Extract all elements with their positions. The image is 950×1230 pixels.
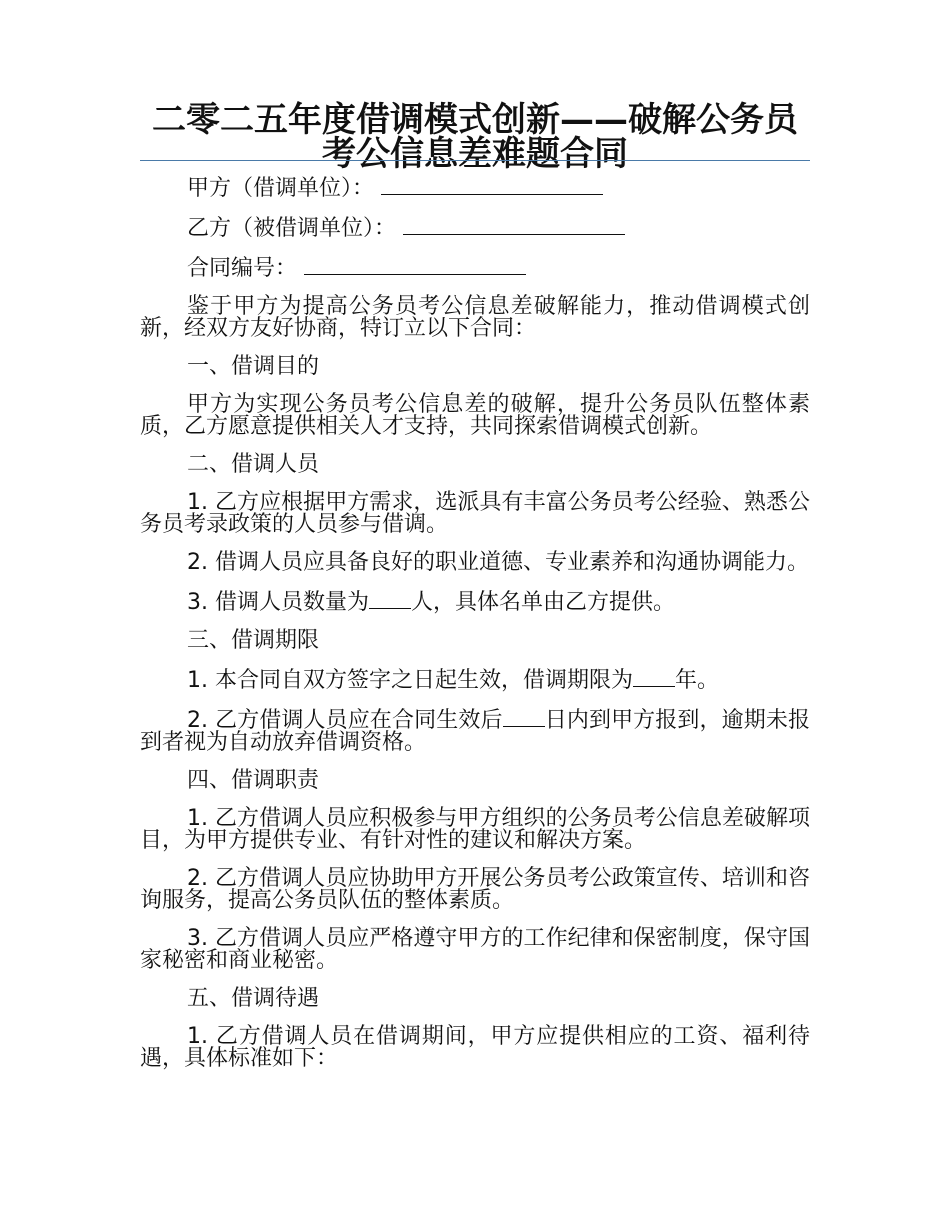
contract-title: 二零二五年度借调模式创新——破解公务员考公信息差难题合同 <box>152 100 798 174</box>
party-b-blank <box>403 216 625 235</box>
section-5-item-1: 1. 乙方借调人员在借调期间，甲方应提供相应的工资、福利待遇，具体标准如下： <box>140 1024 810 1071</box>
contract-body <box>140 176 810 1086</box>
section-4-item-3: 3. 乙方借调人员应严格遵守甲方的工作纪律和保密制度，保守国家秘密和商业秘密。 <box>140 926 810 973</box>
term-years-blank <box>633 668 675 687</box>
report-days-blank <box>503 708 545 727</box>
section-3-item-1-start: 1. 本合同自双方签字之日起生效，借调期限为 <box>187 668 633 693</box>
section-3-heading: 三、借调期限 <box>187 628 320 653</box>
party-a-label: 甲方（借调单位）： <box>187 176 375 201</box>
section-3-item-2 <box>140 708 810 754</box>
section-1-paragraph: 甲方为实现公务员考公信息差的破解，提升公务员队伍整体素质，乙方愿意提供相关人才支持，共同探索借调模式创新。 <box>140 392 810 439</box>
party-b-label: 乙方（被借调单位）： <box>187 216 397 241</box>
section-2-item-1: 1. 乙方应根据甲方需求，选派具有丰富公务员考公经验、熟悉公务员考录政策的人员参与借调。 <box>140 490 810 537</box>
section-3-item-2-start: 2. 乙方借调人员应在合同生效后 <box>187 708 503 733</box>
section-1-heading: 一、借调目的 <box>187 354 320 379</box>
party-a-line <box>140 176 810 200</box>
section-4-heading: 四、借调职责 <box>187 768 320 793</box>
party-b-line <box>140 216 810 240</box>
person-count-blank <box>369 590 411 609</box>
section-3-item-1-end: 年。 <box>675 668 720 693</box>
contract-number-label: 合同编号： <box>187 256 298 281</box>
section-2-item-3-start: 3. 借调人员数量为 <box>187 590 369 615</box>
section-2-item-3-end: 人，具体名单由乙方提供。 <box>410 590 675 615</box>
title-divider <box>140 160 810 161</box>
section-2-item-2: 2. 借调人员应具备良好的职业道德、专业素养和沟通协调能力。 <box>187 550 809 575</box>
section-2-heading: 二、借调人员 <box>187 452 320 477</box>
contract-number-line <box>140 256 810 280</box>
party-a-blank <box>381 176 603 195</box>
section-2-item-3 <box>140 590 810 614</box>
section-3-item-2-end: 日内到甲方报到，逾期未报到者视为自动放弃借调资格。 <box>140 708 810 755</box>
section-5-heading: 五、借调待遇 <box>187 986 320 1011</box>
contract-number-blank <box>304 256 526 275</box>
preamble: 鉴于甲方为提高公务员考公信息差破解能力，推动借调模式创新，经双方友好协商，特订立以下合同： <box>140 294 810 341</box>
section-4-item-1: 1. 乙方借调人员应积极参与甲方组织的公务员考公信息差破解项目，为甲方提供专业、有针对性的建议和解决方案。 <box>140 806 810 853</box>
section-4-item-2: 2. 乙方借调人员应协助甲方开展公务员考公政策宣传、培训和咨询服务，提高公务员队伍的整体素质。 <box>140 866 810 913</box>
section-3-item-1 <box>140 668 810 692</box>
